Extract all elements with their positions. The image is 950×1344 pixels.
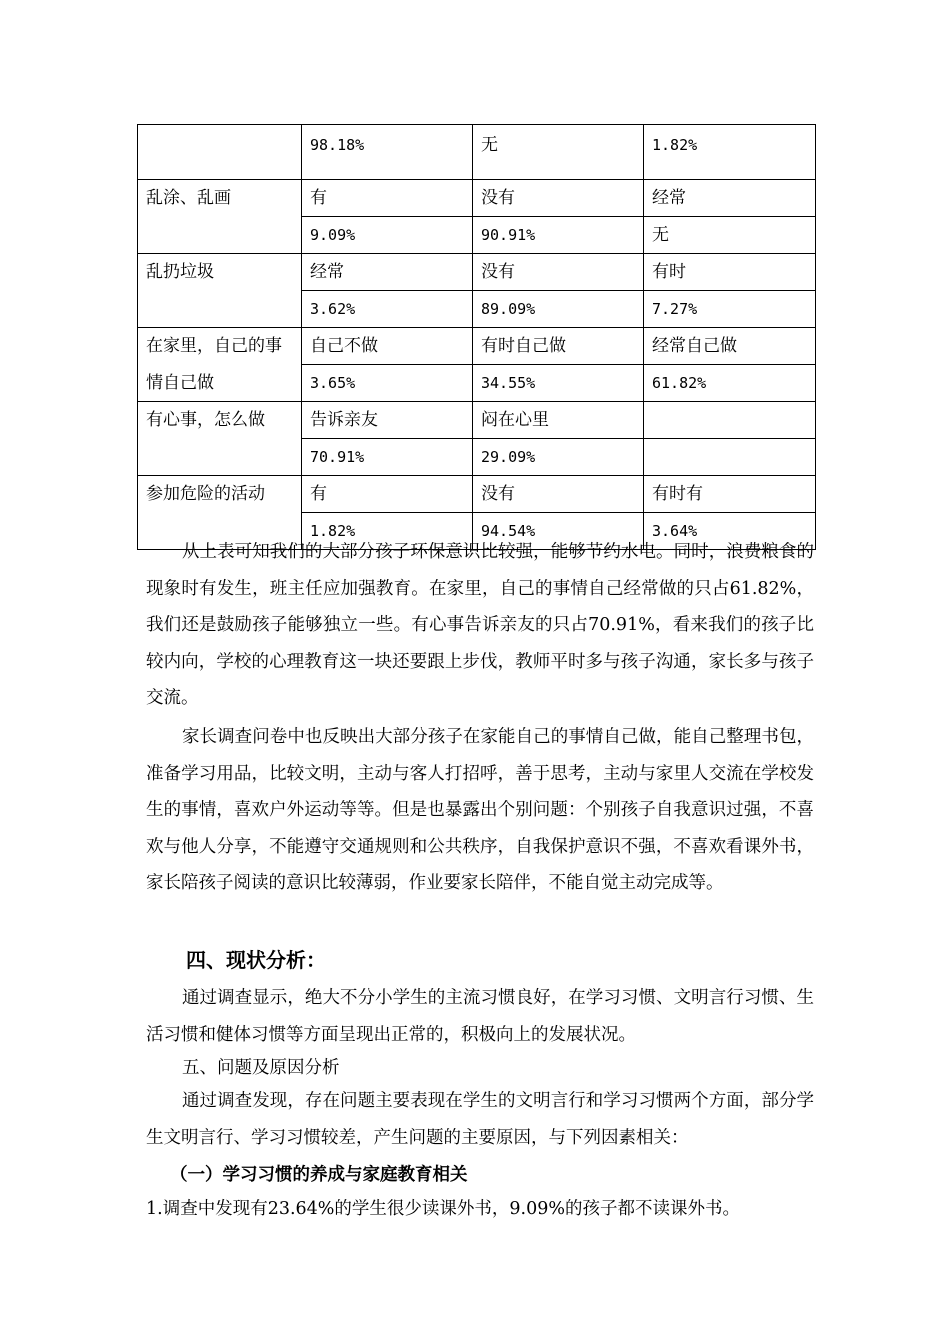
table-cell: 有时自己做 — [473, 328, 644, 365]
table-cell: 94.54% — [473, 513, 644, 550]
paragraph-finding-1: 1.调查中发现有23.64%的学生很少读课外书，9.09%的孩子都不读课外书。 — [146, 1199, 741, 1219]
table-cell: 3.65% — [302, 365, 473, 402]
table-cell: 无 — [473, 125, 644, 180]
table-cell: 9.09% — [302, 217, 473, 254]
table-cell: 3.64% — [644, 513, 816, 550]
table-cell: 7.27% — [644, 291, 816, 328]
row-label: 参加危险的活动 — [138, 476, 302, 550]
row-label: 有心事，怎么做 — [138, 402, 302, 476]
table-row — [138, 476, 816, 513]
table-row — [138, 180, 816, 217]
table-cell: 没有 — [473, 254, 644, 291]
table-cell: 有时 — [644, 254, 816, 291]
table-cell: 闷在心里 — [473, 402, 644, 439]
table-row — [138, 328, 816, 365]
table-row — [138, 402, 816, 439]
paragraph-status: 通过调查显示，绝大不分小学生的主流习惯良好，在学习习惯、文明言行习惯、生活习惯和健体习惯等方面呈现出正常的，积极向上的发展状况。 — [146, 988, 814, 1045]
table-cell: 1.82% — [302, 513, 473, 550]
table-cell: 自己不做 — [302, 328, 473, 365]
paragraph-problems: 通过调查发现，存在问题主要表现在学生的文明言行和学习习惯两个方面，部分学生文明言行、学习习惯较差，产生问题的主要原因，与下列因素相关： — [146, 1091, 814, 1148]
table-cell: 98.18% — [302, 125, 473, 180]
table-cell: 有 — [302, 180, 473, 217]
table-row — [138, 125, 816, 180]
table-cell: 有 — [302, 476, 473, 513]
row-label: 乱扔垃圾 — [138, 254, 302, 328]
table-cell: 没有 — [473, 476, 644, 513]
table-cell: 经常 — [644, 180, 816, 217]
table-cell: 29.09% — [473, 439, 644, 476]
row-label: 乱涂、乱画 — [138, 180, 302, 254]
table-row — [138, 365, 816, 402]
table-cell — [644, 402, 816, 439]
row-label: 在家里，自己的事 — [138, 328, 302, 365]
table-cell: 1.82% — [644, 125, 816, 180]
table-cell: 70.91% — [302, 439, 473, 476]
table-cell: 90.91% — [473, 217, 644, 254]
table-cell: 经常自己做 — [644, 328, 816, 365]
paragraph-analysis: 从上表可知我们的大部分孩子环保意识比较强，能够节约水电。同时，浪费粮食的现象时有发生，班主任应加强教育。在家里，自己的事情自己经常做的只占61.82%，我们还是鼓励孩子能够独立一些。有心事告诉亲友的只占70.91%，看来我们的孩子比较内向，学校的心理教育这一块还要跟上步伐，教师平时多与孩子沟通，家长多与孩子交流。 — [146, 542, 814, 708]
table-cell: 有时有 — [644, 476, 816, 513]
row-label: 情自己做 — [138, 365, 302, 402]
table-cell: 61.82% — [644, 365, 816, 402]
table-cell: 34.55% — [473, 365, 644, 402]
table-cell: 经常 — [302, 254, 473, 291]
row-label — [138, 125, 302, 180]
table-cell — [644, 439, 816, 476]
table-cell: 无 — [644, 217, 816, 254]
table-cell: 3.62% — [302, 291, 473, 328]
section-heading-status: 四、现状分析： — [186, 948, 326, 972]
table-cell: 89.09% — [473, 291, 644, 328]
table-cell: 告诉亲友 — [302, 402, 473, 439]
subsection-heading: （一）学习习惯的养成与家庭教育相关 — [170, 1165, 468, 1185]
paragraph-parent-survey: 家长调查问卷中也反映出大部分孩子在家能自己的事情自己做，能自己整理书包，准备学习用品，比较文明，主动与客人打招呼，善于思考，主动与家里人交流在学校发生的事情，喜欢户外运动等等。但是也暴露出个别问题：个别孩子自我意识过强，不喜欢与他人分享，不能遵守交通规则和公共秩序，自我保护意识不强，不喜欢看课外书，家长陪孩子阅读的意识比较薄弱，作业要家长陪伴，不能自觉主动完成等。 — [146, 727, 814, 893]
survey-table — [137, 124, 816, 550]
table-row — [138, 254, 816, 291]
table-cell: 没有 — [473, 180, 644, 217]
section-heading-problems: 五、问题及原因分析 — [182, 1058, 340, 1078]
